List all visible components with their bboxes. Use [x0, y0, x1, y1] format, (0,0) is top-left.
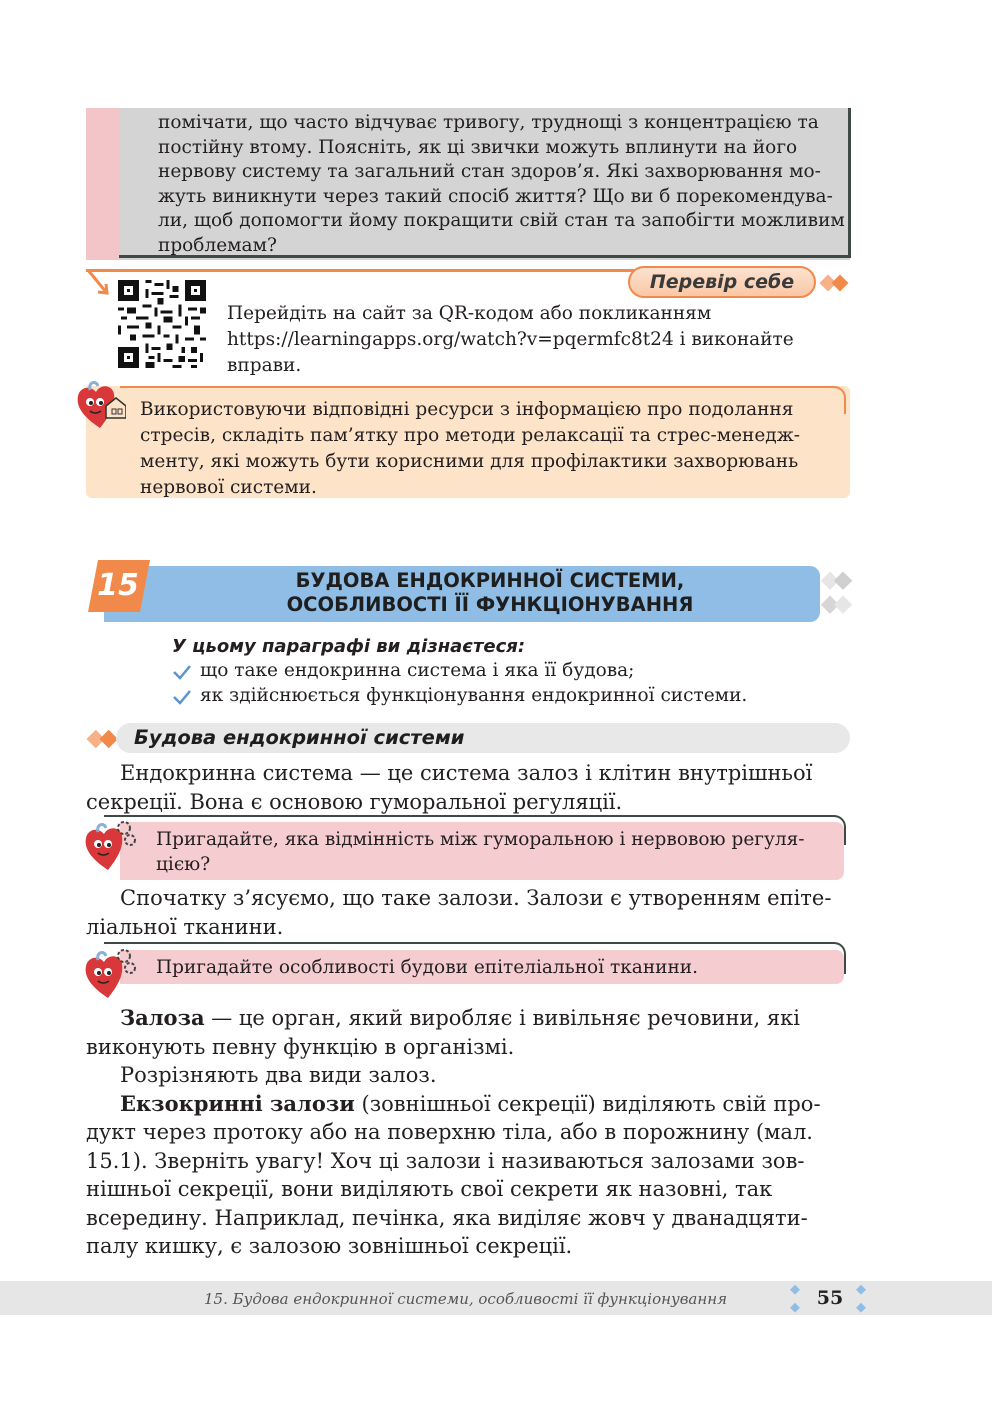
task-box-edge — [848, 108, 851, 258]
project-text — [140, 397, 832, 501]
project-line: Використовуючи відповідні ресурси з інформацією про подолання — [140, 399, 794, 420]
body-line: секреції. Вона є основою гуморальної регуляції. — [86, 789, 623, 814]
body-paragraph — [86, 1004, 850, 1261]
learn-item: що таке ендокринна система і яка її будова; — [200, 660, 635, 681]
check-arrow-icon — [86, 268, 110, 298]
term-zaloza: Залоза — [120, 1005, 205, 1030]
body-line: палу кишку, є залозою зовнішньої секреції. — [86, 1234, 573, 1258]
body-paragraph — [86, 884, 850, 941]
qr-code-icon[interactable] — [118, 280, 206, 368]
check-divider-line — [86, 269, 646, 272]
diamond-ornament-icon — [818, 268, 854, 300]
learn-heading: У цьому параграфі ви дізнаєтеся: — [172, 636, 526, 657]
body-line: Розрізняють два види залоз. — [120, 1063, 437, 1087]
body-span: (зовнішньої секреції) виділяють свій про- — [354, 1091, 821, 1116]
body-line — [86, 1004, 850, 1033]
check-line: Перейдіть на сайт за QR-кодом або покликанням — [227, 303, 712, 324]
learn-item: як здійснюється функціонування ендокринної системи. — [200, 685, 748, 706]
recall-line: цією? — [156, 854, 211, 875]
heart-mascot-gears-icon — [84, 946, 136, 1002]
project-line: стресів, складіть пам’ятку про методи релаксації та стрес-менедж- — [140, 425, 800, 446]
heart-mascot-house-icon — [74, 378, 126, 434]
check-yourself-text — [227, 301, 847, 379]
paragraph-title-line: БУДОВА ЕНДОКРИННОЇ СИСТЕМИ, — [295, 569, 685, 592]
paragraph-number: 15 — [97, 568, 139, 603]
task-line: постійну втому. Поясніть, як ці звички можуть вплинути на його — [158, 136, 798, 158]
task-line: помічати, що часто відчуває тривогу, труднощі з концентрацією та — [158, 112, 819, 133]
task-line: нервову систему та загальний стан здоров’я. Які захворювання мо- — [158, 161, 821, 183]
project-line: менту, які можуть бути корисними для профілактики захворювань — [140, 451, 799, 472]
paragraph-title-line: ОСОБЛИВОСТІ ЇЇ ФУНКЦІОНУВАННЯ — [286, 593, 694, 616]
body-line: нішньої секреції, вони виділяють свої секрети як назовні, так — [86, 1177, 773, 1201]
project-line: нервової системи. — [140, 477, 317, 498]
check-link-line[interactable]: https://learningapps.org/watch?v=pqermfc8t24 і виконайте — [227, 329, 794, 350]
task-line: жуть виникнути через такий спосіб життя? Що ви б порекомендува- — [158, 185, 833, 207]
body-line: Спочатку з’ясуємо, що таке залози. Залози є утворенням епіте- — [120, 886, 832, 910]
page-number: 55 — [816, 1287, 844, 1309]
running-title: 15. Будова ендокринної системи, особливості її функціонування — [204, 1290, 728, 1308]
body-line: ліальної тканини. — [86, 914, 284, 939]
check-line: вправи. — [227, 355, 302, 376]
paragraph-title — [160, 569, 820, 617]
heart-mascot-gears-icon — [84, 818, 136, 874]
recall-text: Пригадайте особливості будови епітеліальної тканини. — [156, 957, 699, 978]
body-span: — це орган, який виробляє і вивільняє речовини, які — [204, 1006, 800, 1030]
term-exocrine: Екзокринні залози — [120, 1090, 355, 1116]
checkmark-icon — [172, 689, 192, 705]
recall-line: Пригадайте, яка відмінність між гуморальною і нервовою регуля- — [156, 829, 805, 850]
body-line: всередину. Наприклад, печінка, яка виділяє жовч у дванадцяти- — [86, 1205, 808, 1230]
checkmark-icon — [172, 664, 192, 680]
task-line: проблемам? — [158, 234, 277, 256]
body-line: виконують певну функцію в організмі. — [86, 1034, 515, 1059]
task-line: ли, щоб допомогти йому покращити свій стан та запобігти можливим — [158, 210, 845, 232]
recall-text — [156, 827, 840, 877]
body-paragraph — [86, 759, 850, 816]
body-line — [86, 1090, 850, 1119]
body-line: 15.1). Зверніть увагу! Хоч ці залози і називаються залозами зов- — [86, 1148, 805, 1173]
body-line: Ендокринна система — це система залоз і клітин внутрішньої — [120, 761, 813, 785]
section-title: Будова ендокринної системи — [134, 726, 465, 749]
diamond-ornament-icon — [818, 566, 858, 624]
body-line: дукт через протоку або на поверхню тіла, або в порожнину (мал. — [86, 1120, 813, 1144]
task-text — [158, 111, 848, 259]
check-yourself-title: Перевір себе — [649, 271, 795, 293]
task-box-stripe — [86, 108, 119, 260]
